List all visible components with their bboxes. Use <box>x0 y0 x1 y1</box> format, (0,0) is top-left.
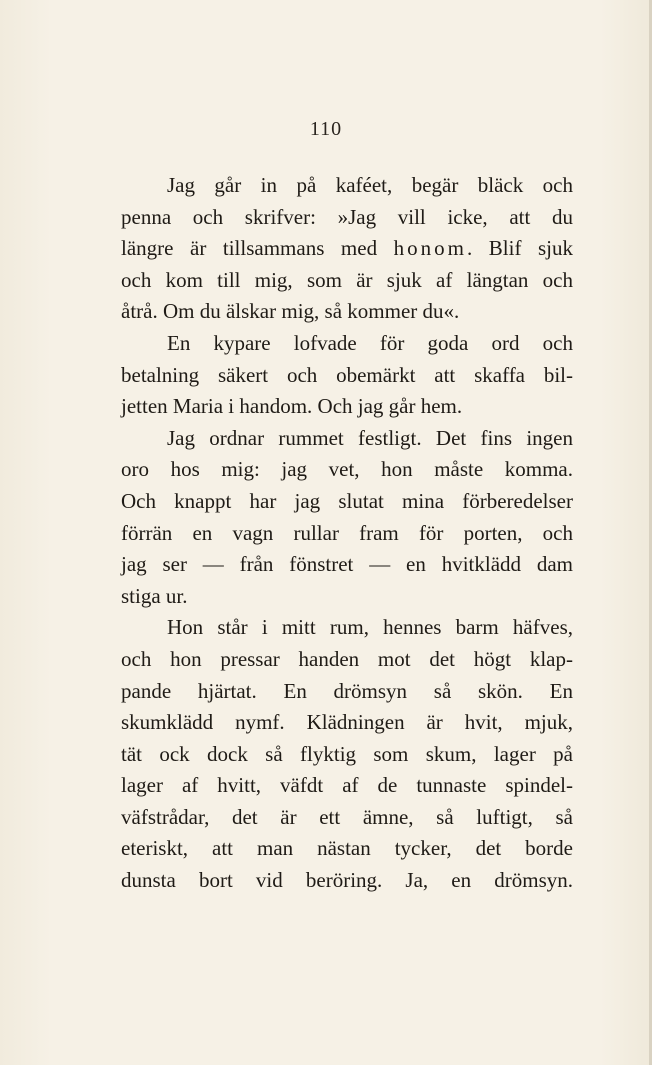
text-line: Jag ordnar rummet festligt. Det fins ingen <box>167 425 573 450</box>
text-line: eteriskt, att man nästan tycker, det borde <box>121 836 573 861</box>
text-line: pande hjärtat. En drömsyn så skön. En <box>121 678 573 703</box>
text-line: och hon pressar handen mot det högt klap- <box>121 646 573 671</box>
text-line: och kom till mig, som är sjuk af längtan och <box>121 267 573 292</box>
text-line: jag ser — från fönstret — en hvitklädd dam <box>121 552 573 577</box>
text-line: stiga ur. <box>121 583 188 608</box>
emphasized-word: honom <box>393 236 467 261</box>
text-line: Hon står i mitt rum, hennes barm häfves, <box>167 615 573 640</box>
text-line: skumklädd nymf. Klädningen är hvit, mjuk, <box>121 710 573 735</box>
text-line: åtrå. Om du älskar mig, så kommer du«. <box>121 299 460 324</box>
text-segment: längre är tillsammans med <box>121 236 378 261</box>
text-line: penna och skrifver: »Jag vill icke, att du <box>121 204 573 229</box>
page-number: 110 <box>309 118 343 140</box>
text-line <box>121 233 573 265</box>
text-line: Och knappt har jag slutat mina förberedelser <box>121 488 573 513</box>
text-line: En kypare lofvade för goda ord och <box>167 330 573 355</box>
text-segment: . Blif sjuk <box>466 236 573 261</box>
text-line: tät ock dock så flyktig som skum, lager på <box>121 741 573 766</box>
text-line: betalning säkert och obemärkt att skaffa bil- <box>121 362 573 387</box>
text-line: lager af hvitt, väfdt af de tunnaste spindel- <box>121 773 573 798</box>
text-line: väfstrådar, det är ett ämne, så luftigt, så <box>121 804 573 829</box>
body-text <box>121 170 573 897</box>
text-line: jetten Maria i handom. Och jag går hem. <box>121 394 463 419</box>
text-line: förrän en vagn rullar fram för porten, och <box>121 520 573 545</box>
text-line: dunsta bort vid beröring. Ja, en drömsyn. <box>121 868 573 893</box>
text-line: oro hos mig: jag vet, hon måste komma. <box>121 457 573 482</box>
text-line: Jag går in på kaféet, begär bläck och <box>167 173 573 197</box>
